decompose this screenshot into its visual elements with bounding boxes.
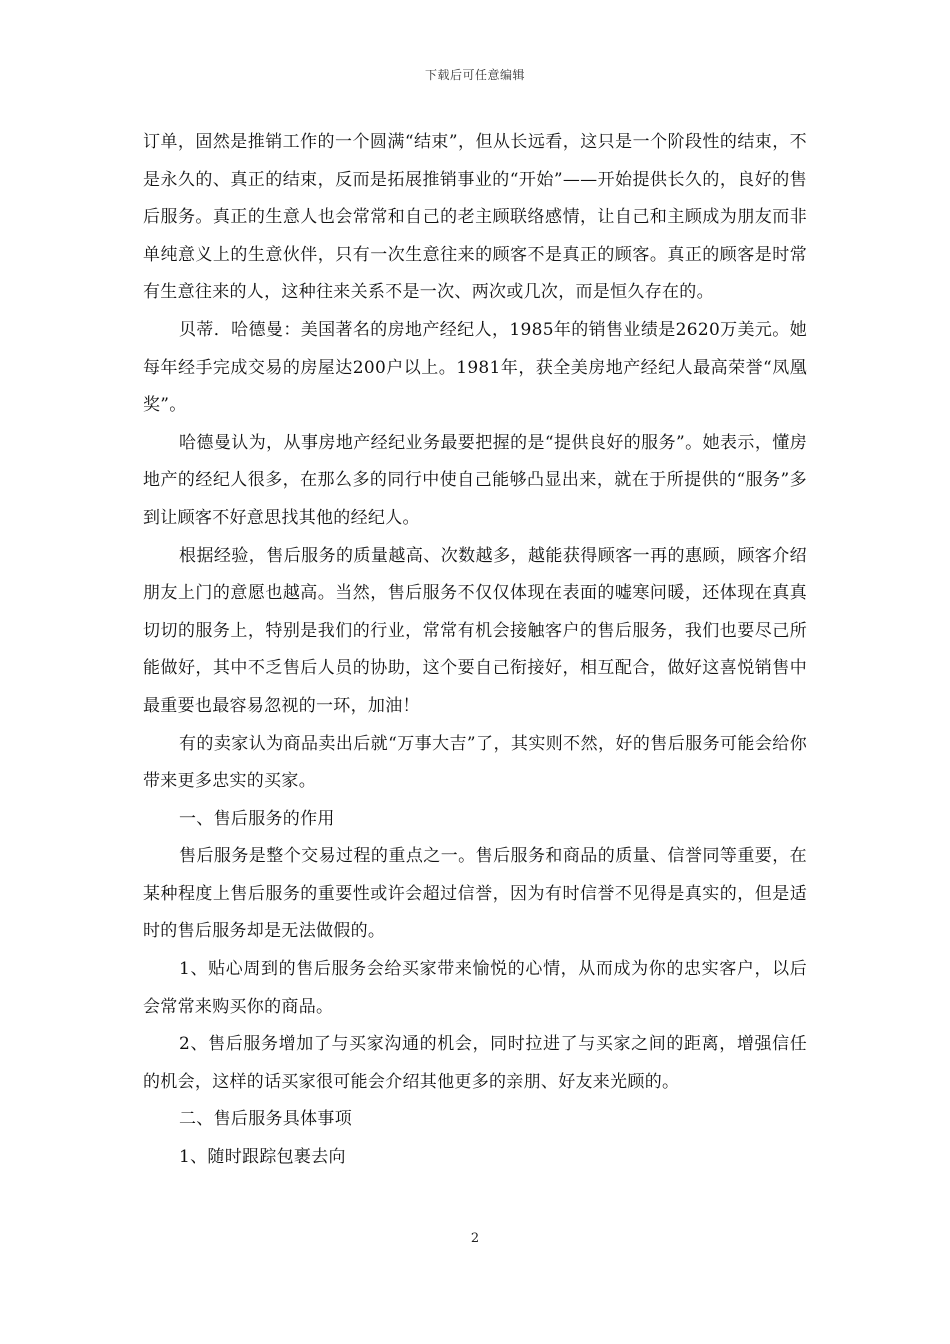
paragraph: 哈德曼认为，从事房地产经纪业务最要把握的是“提供良好的服务”。她表示，懂房地产的经纪人很多，在那么多的同行中使自己能够凸显出来，就在于所提供的“服务”多到让顾客不好意思找其他的经纪人。	[143, 432, 807, 528]
paragraph: 有的卖家认为商品卖出后就“万事大吉”了，其实则不然，好的售后服务可能会给你带来更多忠实的买家。	[143, 733, 807, 792]
list-item: 2、售后服务增加了与买家沟通的机会，同时拉进了与买家之间的距离，增强信任的机会，这样的话买家很可能会介绍其他更多的亲朋、好友来光顾的。	[143, 1034, 807, 1092]
paragraph: 贝蒂．哈德曼：美国著名的房地产经纪人，1985年的销售业绩是2620万美元。她每年经手完成交易的房屋达200户以上。1981年，获全美房地产经纪人最高荣誉“凤凰奖”。	[143, 319, 807, 416]
paragraph: 售后服务是整个交易过程的重点之一。售后服务和商品的质量、信誉同等重要，在某种程度上售后服务的重要性或许会超过信誉，因为有时信誉不见得是真实的，但是适时的售后服务却是无法做假的。	[143, 846, 807, 942]
paragraph: 根据经验，售后服务的质量越高、次数越多，越能获得顾客一再的惠顾，顾客介绍朋友上门的意愿也越高。当然，售后服务不仅仅体现在表面的嘘寒问暖，还体现在真真切切的服务上，特别是我们的行业，常常有机会接触客户的售后服务，我们也要尽己所能做好，其中不乏售后人员的协助，这个要自己衔接好，相互配合，做好这喜悦销售中最重要也最容易忽视的一环，加油！	[143, 545, 807, 716]
page-header: 下载后可任意编辑	[424, 68, 525, 82]
paragraph: 订单，固然是推销工作的一个圆满“结束”，但从长远看，这只是一个阶段性的结束，不是永久的、真正的结束，反而是拓展推销事业的“开始”——开始提供长久的，良好的售后服务。真正的生意人也会常常和自己的老主顾联络感情，让自己和主顾成为朋友而非单纯意义上的生意伙伴，只有一次生意往来的顾客不是真正的顾客。真正的顾客是时常有生意往来的人，这种往来关系不是一次、两次或几次，而是恒久存在的。	[143, 132, 807, 303]
page-number: 2	[470, 1231, 480, 1246]
list-item: 1、随时跟踪包裹去向	[179, 1147, 346, 1168]
section-heading: 一、售后服务的作用	[179, 808, 335, 829]
document-body	[143, 124, 807, 1177]
list-item: 1、贴心周到的售后服务会给买家带来愉悦的心情，从而成为你的忠实客户，以后会常常来购买你的商品。	[143, 959, 807, 1017]
section-heading: 二、售后服务具体事项	[179, 1109, 352, 1130]
